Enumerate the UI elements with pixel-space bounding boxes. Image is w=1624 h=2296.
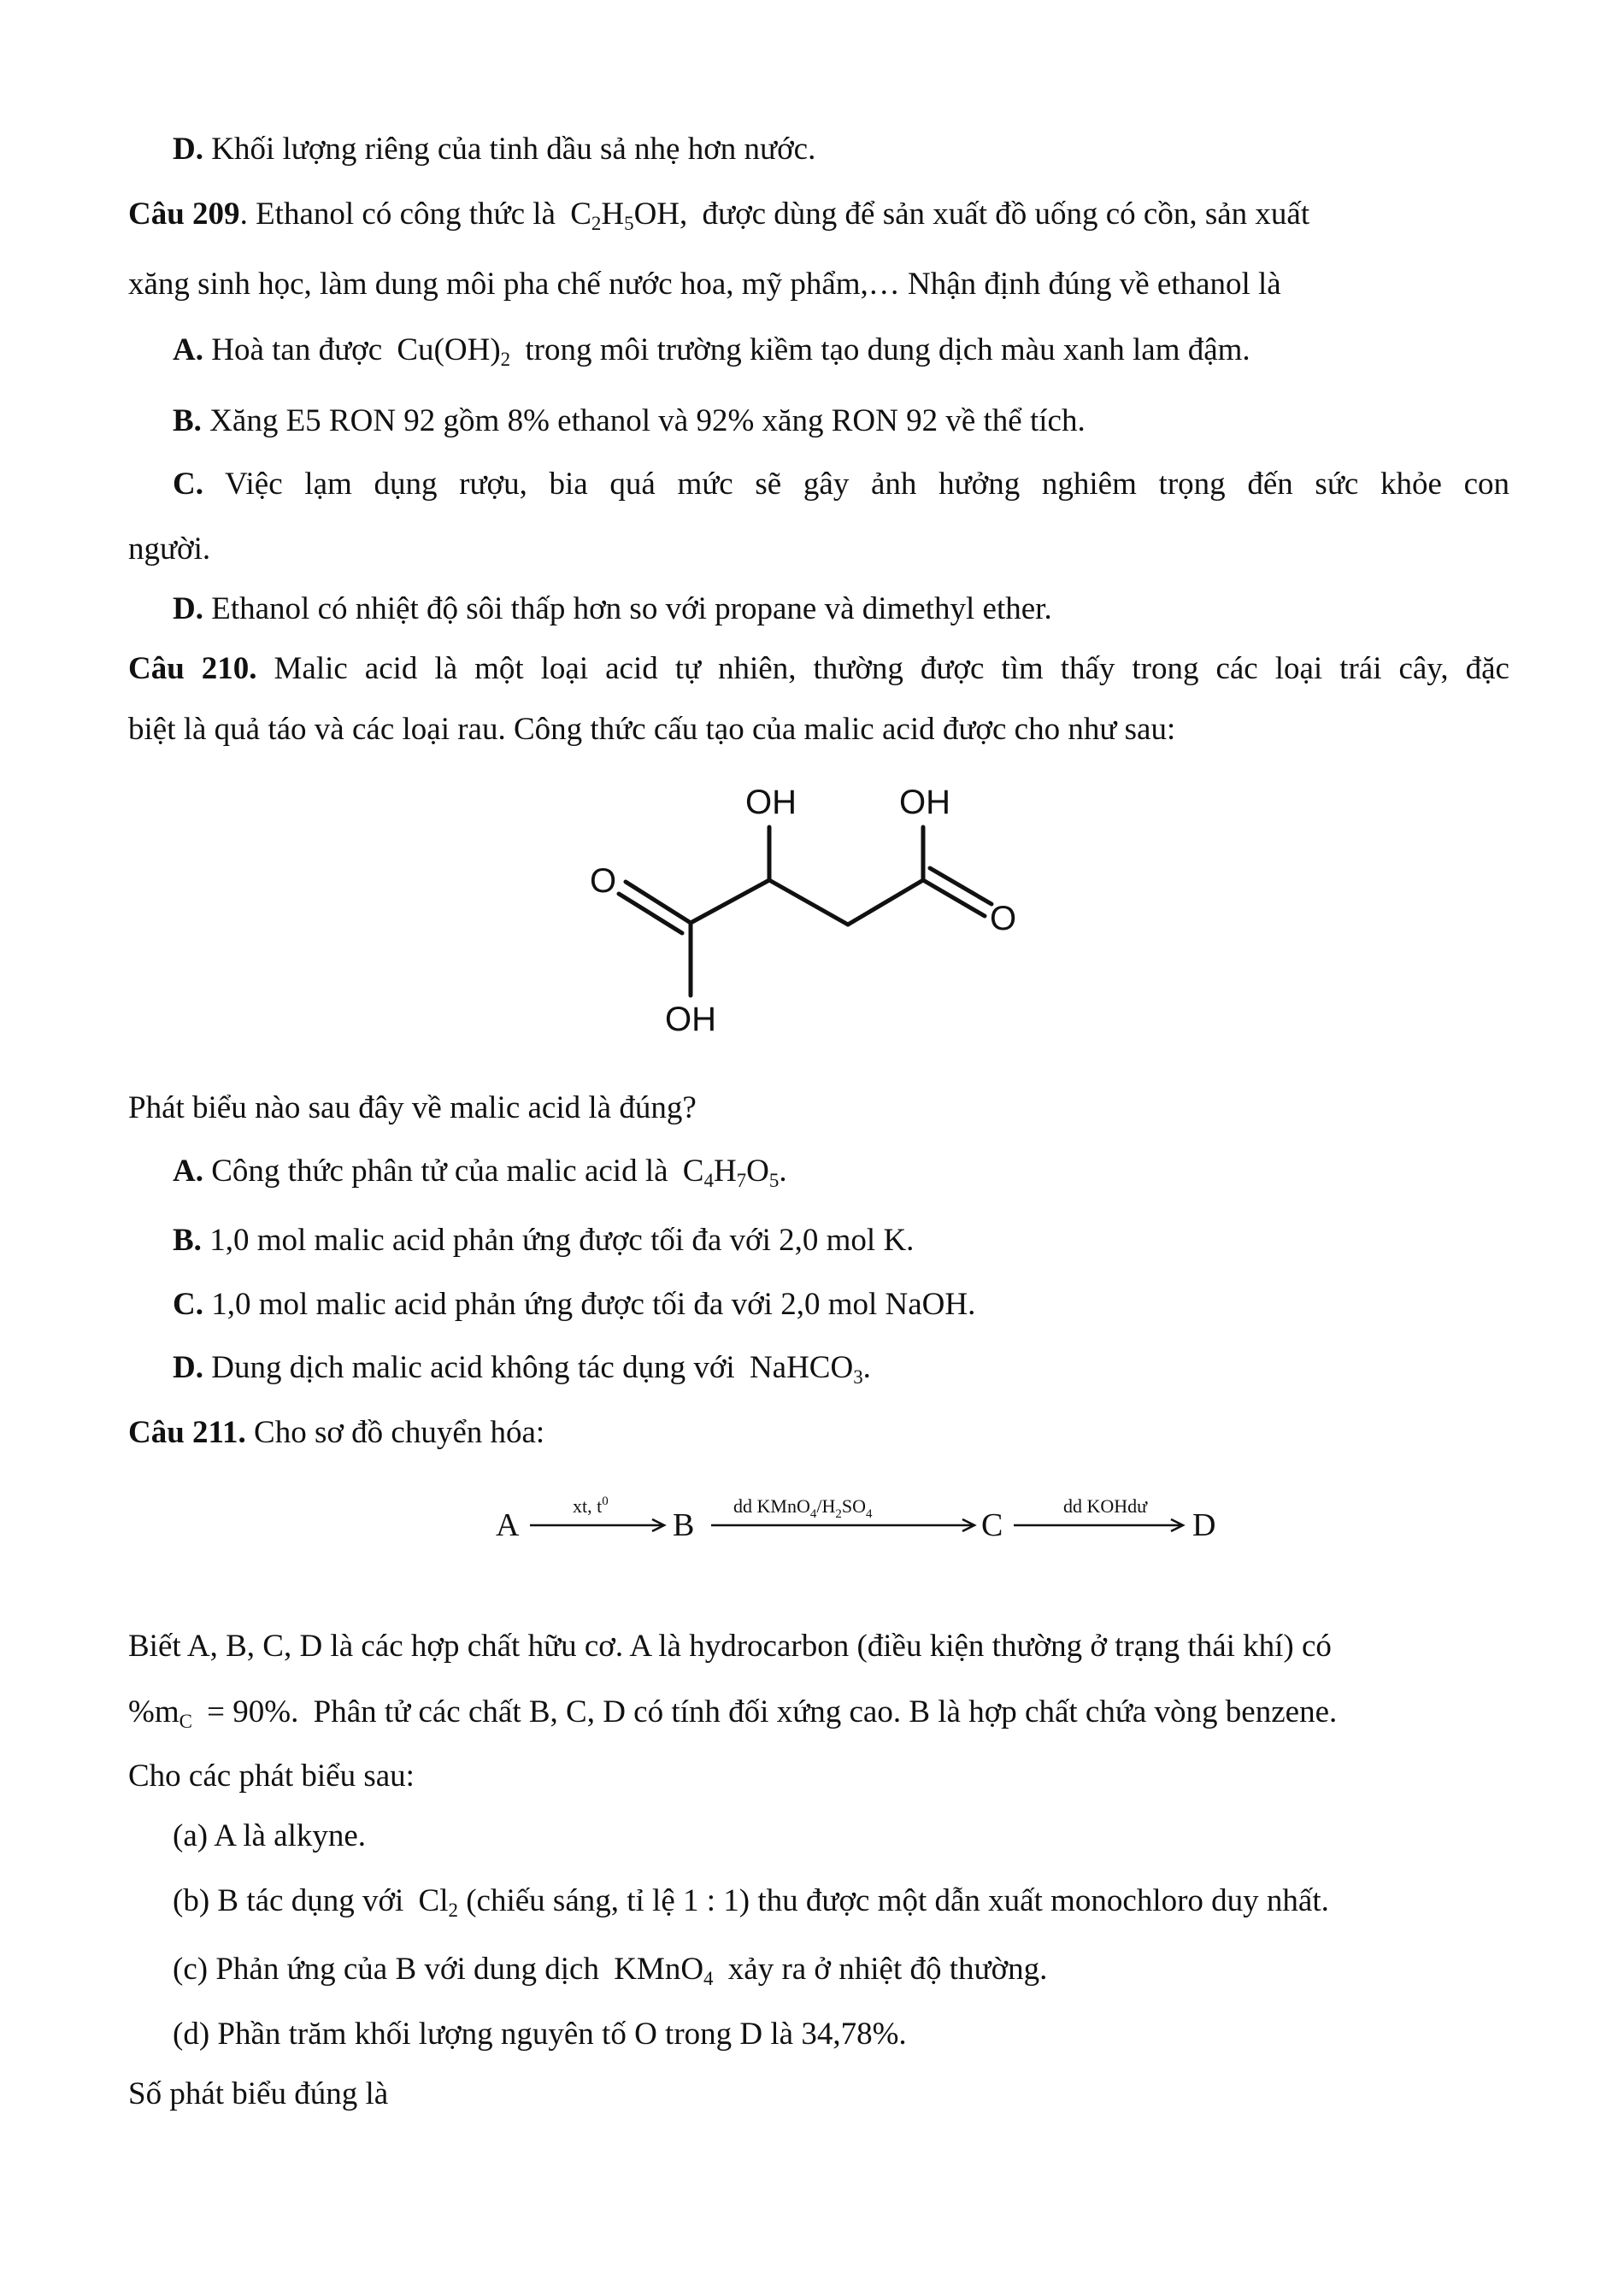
chlorine-formula: $Cl_2$ (418, 1883, 458, 1921)
q210-question: Phát biểu nào sau đây về malic acid là đúng? (128, 1090, 697, 1125)
permanganate-formula: KMnO$_4$ (614, 1952, 714, 1989)
copper-hydroxide-formula: $Cu(OH)_2$ (397, 332, 511, 370)
option-label: D. (173, 591, 203, 626)
compound-b: B (673, 1507, 695, 1543)
carbon-mass-percent: $\%m_C$ (128, 1694, 192, 1732)
ethanol-formula: $C_2H_5OH$, (570, 197, 688, 234)
statement-b (173, 1883, 1329, 1921)
arrow2-condition: dd $KMnO_4/H_2SO_4$ (733, 1495, 873, 1521)
hydroxyl-label: OH (665, 1001, 716, 1038)
option-text: Dung dịch malic acid không tác dụng với (211, 1350, 735, 1385)
option-label: B. (173, 1223, 202, 1258)
option-label: B. (173, 403, 202, 438)
q210-option-b (173, 1224, 914, 1256)
stem-text: Cho sơ đồ chuyển hóa: (254, 1415, 545, 1450)
hydroxyl-label: OH (899, 784, 950, 821)
stem-text: . Ethanol có công thức là (239, 197, 556, 232)
hydroxyl-label: OH (745, 784, 797, 821)
oxygen-label: O (590, 862, 617, 900)
malic-acid-structure (581, 769, 1026, 1060)
option-text: Công thức phân tử của malic acid là (211, 1154, 668, 1189)
sodium-bicarbonate-formula: NaHCO$_3$ (749, 1350, 863, 1388)
option-text: Hoà tan được (211, 332, 383, 367)
q211-para-line1: Biết A, B, C, D là các hợp chất hữu cơ. A là hydrocarbon (điều kiện thường ở trạng thái khí) có (128, 1629, 1332, 1664)
q209-option-c (173, 468, 1509, 500)
q211-stem (128, 1417, 544, 1448)
statement-d: (d) Phần trăm khối lượng nguyên tố O trong D là 34,78%. (173, 2017, 907, 2052)
option-text: Khối lượng riêng của tinh dầu sả nhẹ hơn nước. (211, 132, 816, 167)
option-text: Việc lạm dụng rượu, bia quá mức sẽ gây ảnh hưởng nghiêm trọng đến sức khỏe con (225, 467, 1509, 502)
q209-option-c-cont: người. (128, 531, 211, 567)
compound-a: A (496, 1507, 520, 1543)
oxygen-label: O (990, 900, 1017, 937)
q209-stem-line2: xăng sinh học, làm dung môi pha chế nước hoa, mỹ phẩm,… Nhận định đúng về ethanol là (128, 267, 1281, 302)
option-text: Ethanol có nhiệt độ sôi thấp hơn so với propane và dimethyl ether. (211, 591, 1052, 626)
q211-final: Số phát biểu đúng là (128, 2076, 389, 2111)
prev-option-d (173, 133, 815, 165)
malic-acid-formula: $C_4H_7O_5$ (682, 1154, 780, 1191)
q209-option-d (173, 593, 1052, 625)
question-label: Câu 210. (128, 651, 257, 686)
arrow3-condition: dd KOHdư (1063, 1495, 1148, 1517)
q211-para-line2 (128, 1694, 1338, 1732)
percent-value: = 90%. (207, 1694, 299, 1729)
reaction-scheme (487, 1478, 1239, 1555)
statement-c (173, 1952, 1048, 1989)
q210-option-d: D. Dung dịch malic acid không tác dụng với NaHCO$_3$. (173, 1350, 871, 1388)
statement-text: (b) B tác dụng với (173, 1883, 404, 1918)
option-text: Xăng E5 RON 92 gồm 8% ethanol và 92% xăng RON 92 về thể tích. (209, 403, 1086, 438)
q210-stem-line1 (128, 653, 1509, 684)
compound-d: D (1192, 1507, 1216, 1543)
option-text: 1,0 mol malic acid phản ứng được tối đa với 2,0 mol NaOH. (211, 1287, 976, 1322)
stem-text: Malic acid là một loại acid tự nhiên, thường được tìm thấy trong các loại trái cây, đặc (274, 651, 1509, 686)
statement-text: (c) Phản ứng của B với dung dịch (173, 1952, 599, 1987)
option-label: C. (173, 467, 203, 502)
statement-text: (chiếu sáng, tỉ lệ 1 : 1) thu được một dẫn xuất monochloro duy nhất. (466, 1883, 1329, 1918)
q210-option-a: A. Công thức phân tử của malic acid là $C_4H_7O_5$. (173, 1154, 787, 1191)
option-label: A. (173, 332, 203, 367)
option-label: D. (173, 132, 203, 167)
q211-para-line3: Cho các phát biểu sau: (128, 1759, 415, 1794)
arrow1-condition: xt, $t^0$ (573, 1494, 609, 1517)
stem-text: được dùng để sản xuất đồ uống có cồn, sản xuất (702, 197, 1310, 232)
para-text: Phân tử các chất B, C, D có tính đối xứng cao. B là hợp chất chứa vòng benzene. (313, 1694, 1338, 1729)
compound-c: C (981, 1507, 1003, 1543)
option-text: trong môi trường kiềm tạo dung dịch màu xanh lam đậm. (525, 332, 1250, 367)
question-label: Câu 209 (128, 197, 240, 232)
option-label: D. (173, 1350, 203, 1385)
statement-a: (a) A là alkyne. (173, 1818, 367, 1853)
q209-option-b (173, 405, 1086, 437)
q210-stem-line2: biệt là quả táo và các loại rau. Công thức cấu tạo của malic acid được cho như sau: (128, 712, 1176, 747)
option-label: C. (173, 1287, 203, 1322)
option-text: 1,0 mol malic acid phản ứng được tối đa với 2,0 mol K. (209, 1223, 915, 1258)
q210-option-c (173, 1289, 975, 1320)
q209-option-a (173, 332, 1250, 370)
question-label: Câu 211. (128, 1415, 246, 1450)
q209-stem-line1 (128, 197, 1310, 234)
statement-text: xảy ra ở nhiệt độ thường. (727, 1952, 1048, 1987)
option-label: A. (173, 1154, 203, 1189)
